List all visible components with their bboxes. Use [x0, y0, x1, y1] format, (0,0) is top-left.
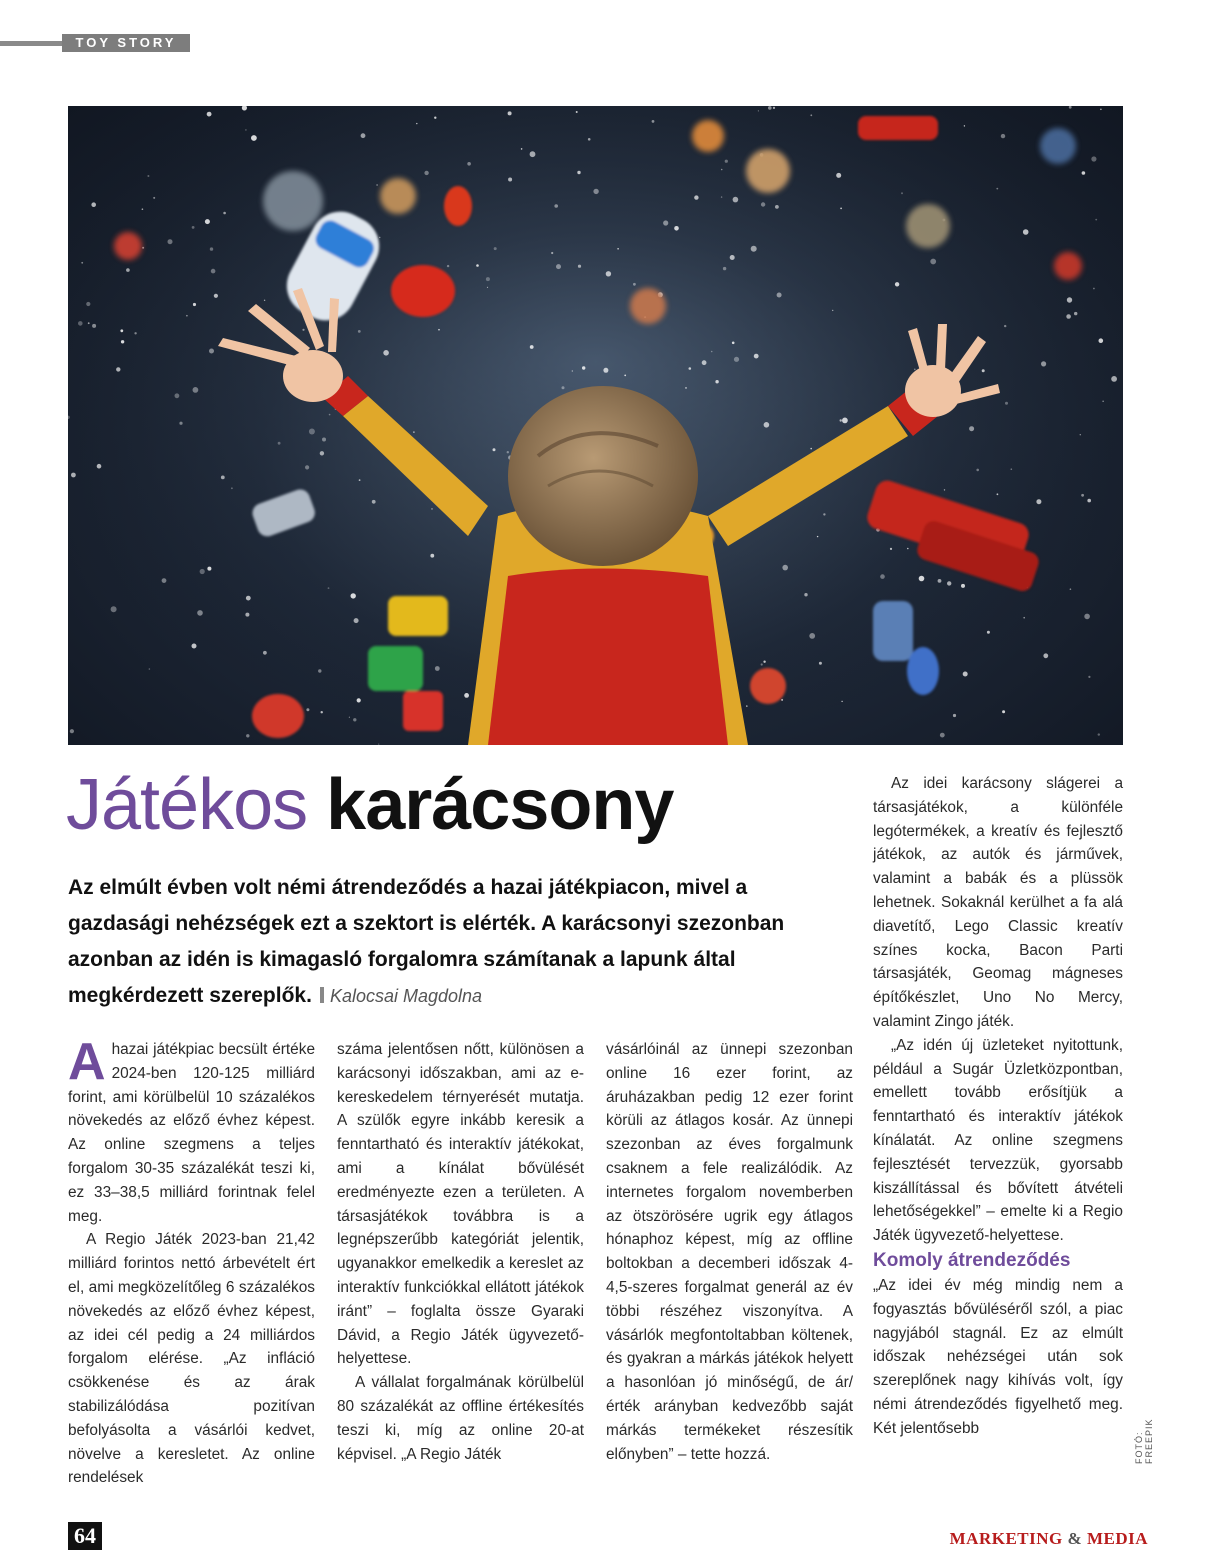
star-dot	[1041, 361, 1046, 366]
star-dot	[1084, 614, 1090, 620]
star-dot	[86, 302, 90, 306]
paragraph: „Az idén új üzleteket nyitottunk, például a Sugár Üzletközpontban, emellett tovább erősítjük a fenntartható és interaktív játékok kínálatát. Az online szegmens fejlesztését tervezzük, gyorsabb kiszállítással és bővített átvételi lehetőségekkel” – emelte ki a Regio Játék ügyvezető-helyettese.	[873, 1036, 1123, 1245]
star-dot	[134, 332, 136, 334]
paragraph: „Az idei év még mindig nem a fogyasztás bővüléséről szól, a piac nagyjából stagnál. Ez az elmúlt időszak nehézségei után sok szereplőnek nagy kihívás volt, így némi átrendeződés figyelhető meg. Két jelentősebb	[873, 1276, 1123, 1437]
star-dot	[223, 212, 226, 215]
star-dot	[438, 329, 440, 331]
star-dot	[685, 387, 687, 389]
star-dot	[179, 422, 182, 425]
star-dot	[1093, 288, 1095, 290]
star-dot	[1099, 338, 1104, 343]
star-dot	[721, 169, 723, 171]
hero-image	[68, 106, 1123, 745]
star-dot	[1070, 588, 1072, 590]
star-dot	[1080, 434, 1081, 435]
drop-cap: A	[68, 1033, 106, 1091]
body-column-3	[606, 1038, 853, 1466]
star-dot	[777, 293, 782, 298]
star-dot	[689, 367, 692, 370]
star-dot	[633, 283, 636, 286]
star-dot	[763, 661, 765, 663]
photo-credit: FOTÓ: FREEPIK	[1134, 1418, 1154, 1464]
star-dot	[328, 587, 330, 589]
star-dot	[1103, 401, 1104, 402]
star-dot	[424, 171, 428, 175]
star-dot	[413, 431, 415, 433]
lead-text: Az elmúlt évben volt némi átrendeződés a hazai játékpiacon, mivel a gazdasági nehézségek ezt a szektort is elérték. A karácsonyi szezonban azonban az idén is kimagasló forgalomra számítanak a lapunk által megkérdezett szereplők.	[68, 876, 785, 1007]
star-dot	[111, 606, 117, 612]
star-dot	[467, 162, 471, 166]
brand-part-2: MEDIA	[1086, 1529, 1148, 1548]
star-dot	[205, 219, 210, 224]
star-dot	[624, 375, 626, 377]
star-dot	[754, 354, 759, 359]
star-dot	[378, 744, 379, 745]
star-dot	[322, 438, 326, 442]
body-column-1	[68, 1033, 315, 1490]
title-bold: karácsony	[326, 765, 674, 845]
star-dot	[278, 442, 281, 445]
star-dot	[320, 451, 324, 455]
star-dot	[186, 315, 188, 317]
star-dot	[663, 220, 668, 225]
star-dot	[78, 321, 83, 326]
star-dot	[551, 252, 553, 254]
magazine-logo	[950, 1529, 1148, 1549]
star-dot	[810, 448, 812, 450]
star-dot	[245, 613, 249, 617]
star-dot	[207, 112, 212, 117]
star-dot	[694, 195, 698, 199]
star-dot	[70, 729, 74, 733]
section-label: TOY STORY	[62, 34, 190, 52]
star-dot	[732, 342, 735, 345]
star-dot	[376, 184, 378, 186]
star-dot	[383, 350, 389, 356]
star-dot	[987, 631, 990, 634]
star-dot	[842, 418, 848, 424]
star-dot	[358, 330, 361, 333]
star-dot	[193, 387, 199, 393]
star-dot	[817, 536, 818, 537]
star-dot	[476, 264, 479, 267]
star-dot	[1095, 219, 1097, 221]
star-dot	[907, 548, 909, 550]
star-dot	[823, 513, 825, 515]
star-dot	[71, 473, 76, 478]
section-rule	[0, 41, 62, 46]
star-dot	[963, 672, 968, 677]
star-dot	[97, 464, 102, 469]
star-dot	[606, 271, 611, 276]
star-dot	[168, 239, 173, 244]
star-dot	[997, 493, 999, 495]
star-dot	[263, 651, 267, 655]
star-dot	[1111, 376, 1117, 382]
star-dot	[711, 351, 713, 353]
star-dot	[961, 584, 965, 588]
star-dot	[508, 178, 512, 182]
star-dot	[1011, 468, 1013, 470]
star-dot	[1098, 733, 1100, 735]
star-dot	[210, 247, 213, 250]
star-dot	[1082, 171, 1086, 175]
star-dot	[930, 259, 936, 265]
star-dot	[751, 246, 757, 252]
star-dot	[486, 277, 490, 281]
star-dot	[773, 107, 775, 109]
star-dot	[372, 500, 376, 504]
star-dot	[126, 268, 130, 272]
star-dot	[810, 114, 812, 116]
star-dot	[1005, 402, 1008, 405]
author-separator	[320, 987, 324, 1003]
star-dot	[302, 329, 304, 331]
star-dot	[200, 569, 205, 574]
star-dot	[245, 129, 247, 131]
star-dot	[674, 226, 679, 231]
star-dot	[142, 247, 144, 249]
star-dot	[120, 329, 123, 332]
star-dot	[775, 205, 779, 209]
star-dot	[603, 368, 608, 373]
star-dot	[251, 135, 257, 141]
star-dot	[1066, 314, 1071, 319]
star-dot	[836, 173, 841, 178]
star-dot	[321, 711, 323, 713]
star-dot	[447, 265, 449, 267]
star-dot	[652, 120, 655, 123]
star-dot	[901, 192, 903, 194]
star-dot	[231, 487, 233, 489]
star-dot	[264, 300, 265, 301]
article-title	[66, 760, 673, 850]
star-dot	[493, 448, 496, 451]
star-dot	[88, 322, 90, 324]
star-dot	[588, 138, 591, 141]
star-dot	[880, 574, 885, 579]
star-dot	[1067, 297, 1072, 302]
star-dot	[809, 633, 815, 639]
star-dot	[1036, 499, 1041, 504]
star-dot	[582, 366, 585, 369]
star-dot	[1087, 499, 1091, 503]
star-dot	[617, 248, 619, 250]
star-dot	[318, 669, 321, 672]
star-dot	[1002, 710, 1005, 713]
star-dot	[953, 714, 956, 717]
star-dot	[116, 367, 120, 371]
star-dot	[530, 345, 534, 349]
star-dot	[1088, 676, 1090, 678]
author-name: Kalocsai Magdolna	[329, 986, 483, 1006]
star-dot	[351, 593, 356, 598]
star-dot	[969, 426, 974, 431]
star-dot	[723, 267, 726, 270]
paragraph: száma jelentősen nőtt, különösen a karácsonyi időszakban, ami az e-kereskedelem térnyerését mutatja. A szülők egyre inkább keresik a fenntartható és interaktív játékokat, ami a kínálat bővülését eredményezte ezen a területen. A társasjátékok továbbra is a legnépszerűbb kategóriát jelentik, ugyanakkor emelkedik a kereslet az interaktív funkciókkal ellátott játékok iránt” – foglalta össze Gyaraki Dávid, a Regio Játék ügyvezető-helyettese.	[337, 1041, 584, 1368]
star-dot	[507, 451, 509, 453]
star-dot	[147, 175, 149, 177]
star-dot	[434, 117, 436, 119]
star-dot	[982, 369, 985, 372]
star-dot	[494, 247, 497, 250]
star-dot	[359, 479, 361, 481]
brand-part-1: MARKETING	[949, 1529, 1063, 1548]
star-dot	[840, 419, 842, 421]
star-dot	[938, 579, 942, 583]
star-dot	[841, 701, 842, 702]
paragraph: Az idei karácsony slágerei a társasjátékok, a különféle legótermékek, a kreatív és fejlesztő játékok, az autók és járművek, valamint a babák és a plüssök lehetnek. Sokaknál kerülhet a fa alá diavetítő, Lego Classic kreatív színes kocka, Bacon Parti társasjáték, Geomag mágneses építőkészlet, Uno No Mercy, valamint Zingo játék.	[873, 775, 1123, 1030]
star-dot	[819, 662, 822, 665]
star-dot	[781, 699, 783, 701]
star-dot	[379, 237, 380, 238]
star-dot	[192, 226, 195, 229]
star-dot	[209, 349, 214, 354]
star-dot	[730, 255, 735, 260]
star-dot	[1100, 109, 1102, 111]
star-dot	[246, 596, 251, 601]
star-dot	[761, 663, 763, 665]
star-dot	[895, 282, 899, 286]
star-dot	[530, 151, 536, 157]
paragraph	[68, 1033, 315, 1228]
star-dot	[725, 160, 728, 163]
star-dot	[175, 393, 180, 398]
star-dot	[1091, 156, 1096, 161]
star-dot	[353, 718, 356, 721]
star-dot	[764, 422, 770, 428]
star-dot	[761, 202, 765, 206]
star-dot	[1001, 134, 1005, 138]
star-dot	[944, 489, 945, 490]
star-dot	[221, 476, 225, 480]
star-dot	[1074, 312, 1077, 315]
star-dot	[214, 294, 218, 298]
star-dot	[354, 618, 359, 623]
star-dot	[1004, 325, 1006, 327]
star-dot	[361, 133, 366, 138]
star-dot	[947, 581, 951, 585]
star-dot	[758, 110, 759, 111]
paragraph: vásárlóinál az ünnepi szezonban online 16 ezer forint, az áruházakban pedig 12 ezer forint körüli az átlagos kosár. Az ünnepi szezonban az éves forgalmunk csaknem a fele realizálódik. Az internetes forgalom novemberben az ötszörösére ugrik egy átlagos hónaphoz képest, míg az offline boltokban a decemberi időszak 4-4,5-szeres forgalmat generál az év többi részéhez viszonyítva. A vásárlók megfontoltabban költenek, és gyakran a márkás játékok helyett a hasonlóan jó minőségű, de ár/érték arányban kedvezőbb saját márkás termékeket részesítik előnyben” – tette hozzá.	[606, 1041, 853, 1463]
star-dot	[734, 357, 739, 362]
star-dot	[1043, 653, 1048, 658]
star-dot	[305, 465, 309, 469]
star-dot	[329, 414, 331, 416]
star-dot	[577, 171, 580, 174]
star-dot	[1023, 617, 1025, 619]
star-dot	[782, 565, 788, 571]
star-dot	[149, 668, 151, 670]
star-dot	[593, 189, 598, 194]
star-dot	[572, 370, 573, 371]
star-dot	[487, 287, 488, 288]
star-dot	[554, 204, 558, 208]
star-dot	[556, 264, 561, 269]
star-dot	[309, 429, 315, 435]
star-dot	[192, 644, 197, 649]
star-dot	[996, 188, 998, 190]
star-dot	[416, 123, 417, 124]
hero-illustration	[68, 106, 1123, 745]
star-dot	[733, 197, 739, 203]
star-dot	[576, 111, 578, 113]
star-dot	[1023, 229, 1029, 235]
paragraph: A vállalat forgalmának körülbelül 80 százalékát az offline értékesítés teszi ki, míg az online 20-at képvisel. „A Regio Játék	[337, 1374, 584, 1463]
star-dot	[207, 567, 211, 571]
brand-ampersand: &	[1067, 1529, 1083, 1548]
star-dot	[940, 733, 945, 738]
star-dot	[306, 708, 309, 711]
star-dot	[804, 593, 807, 596]
paragraph: A Regio Játék 2023-ban 21,42 milliárd forintos nettó árbevételt ért el, ami megközelítőleg 6 százalékos növekedés az előző évhez képest, az idei cél pedig a 24 milliárdos forgalom elérése. „Az infláció csökkenése és az árak stabilizálódása pozitívan befolyásolta a vásárlói kedvet, növelve a keresletet. Az online rendelések	[68, 1231, 315, 1487]
star-dot	[153, 197, 155, 199]
star-dot	[81, 262, 83, 264]
paragraph-text: hazai játékpiac becsült értéke 2024-ben 120-125 milliárd forint, ami körülbelül 10 százalékos növekedés az előző évhez képest. Az online szegmens a teljes forgalom 30-35 százalékát teszi ki, ez 33–38,5 milliárd forintnak felel meg.	[68, 1041, 315, 1225]
star-dot	[430, 554, 434, 558]
star-dot	[919, 576, 925, 582]
star-dot	[193, 303, 196, 306]
star-dot	[162, 578, 167, 583]
star-dot	[142, 208, 144, 210]
star-dot	[357, 698, 361, 702]
subheading: Komoly átrendeződés	[873, 1249, 1071, 1271]
star-dot	[521, 148, 523, 150]
star-dot	[91, 202, 96, 207]
star-dot	[1081, 494, 1084, 497]
star-dot	[246, 734, 249, 737]
star-dot	[768, 106, 772, 110]
page-number: 64	[68, 1522, 102, 1550]
star-dot	[562, 386, 565, 389]
star-dot	[914, 369, 916, 371]
star-dot	[832, 310, 833, 311]
star-dot	[746, 705, 748, 707]
body-column-2	[337, 1038, 584, 1466]
star-dot	[964, 125, 965, 126]
star-dot	[721, 196, 722, 197]
article-lead	[68, 870, 788, 1014]
star-dot	[464, 693, 469, 698]
star-dot	[121, 340, 124, 343]
star-dot	[976, 469, 979, 472]
star-dot	[435, 666, 440, 671]
star-dot	[578, 265, 581, 268]
star-dot	[431, 508, 433, 510]
star-dot	[92, 324, 96, 328]
body-column-4	[873, 772, 1123, 1441]
star-dot	[840, 208, 842, 210]
star-dot	[508, 111, 512, 115]
title-light: Játékos	[66, 765, 308, 845]
star-dot	[890, 548, 892, 550]
star-dot	[715, 380, 718, 383]
star-dot	[702, 360, 707, 365]
star-dot	[349, 717, 350, 718]
star-dot	[197, 610, 203, 616]
star-dot	[211, 269, 216, 274]
